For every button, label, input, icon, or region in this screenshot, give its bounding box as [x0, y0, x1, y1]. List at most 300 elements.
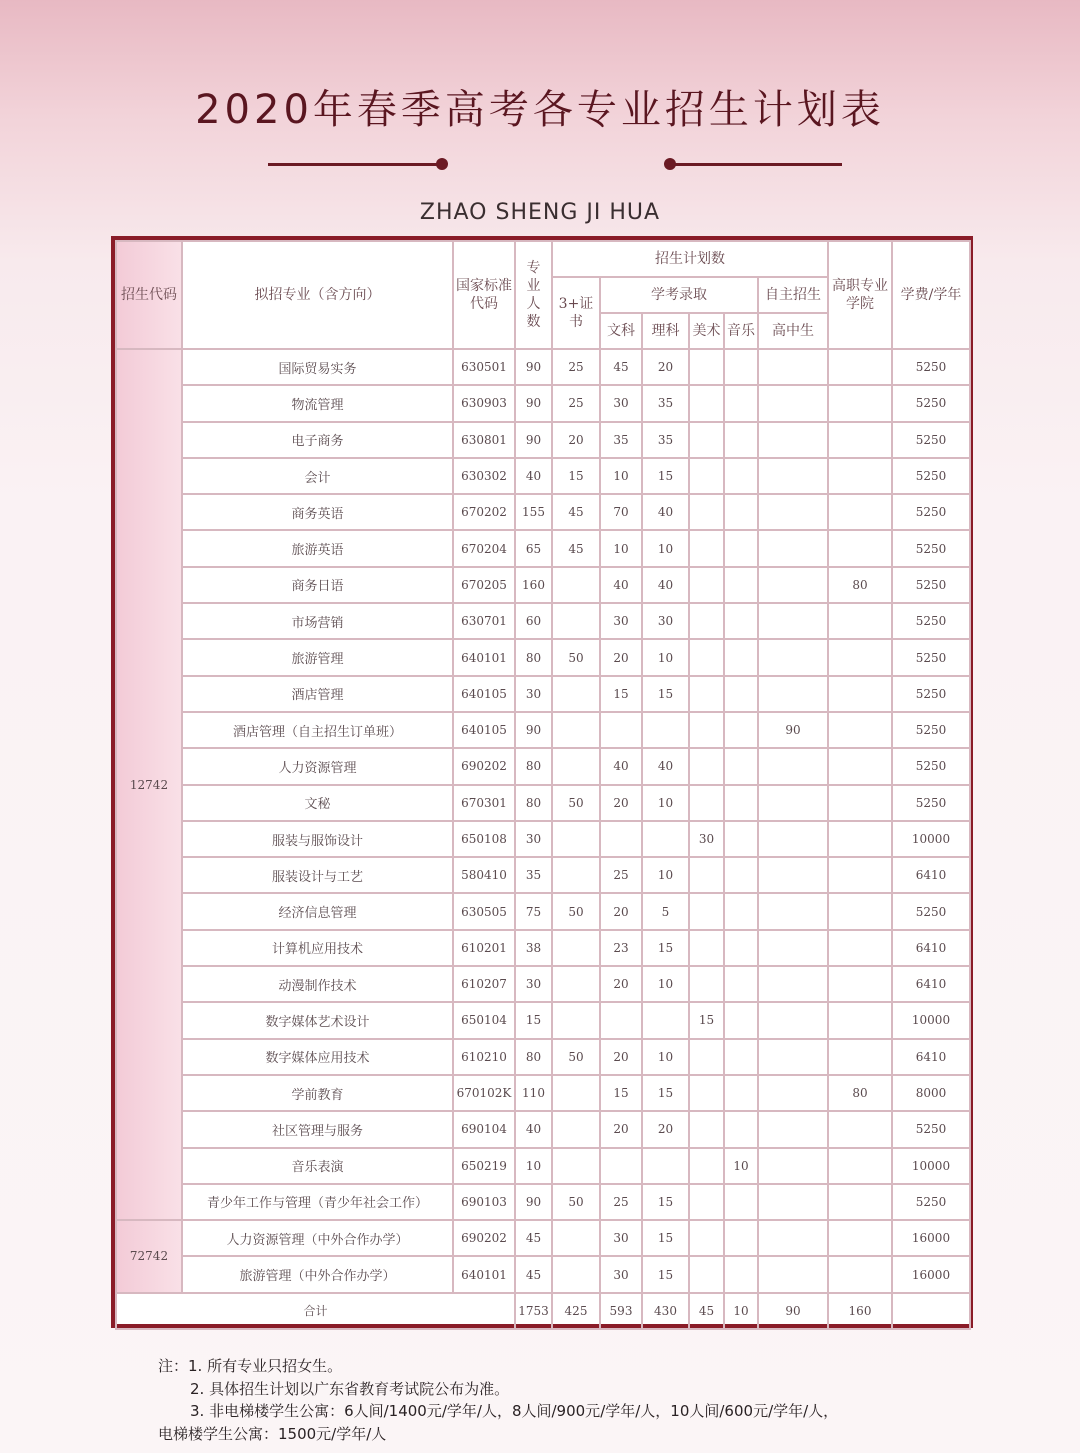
n-cell: 80: [515, 1039, 552, 1075]
li-cell: 30: [642, 603, 689, 639]
table-row: [116, 966, 970, 1002]
total-self-cell: 90: [758, 1293, 828, 1329]
major-cell: 文秘: [182, 785, 453, 821]
n-cell: 30: [515, 676, 552, 712]
li-cell: [642, 712, 689, 748]
n-cell: 30: [515, 966, 552, 1002]
fee-cell: 5250: [892, 1111, 970, 1147]
li-cell: 15: [642, 676, 689, 712]
li-cell: 15: [642, 458, 689, 494]
fee-cell: 5250: [892, 639, 970, 675]
mei-cell: [689, 857, 724, 893]
yin-cell: [724, 930, 758, 966]
self-cell: [758, 603, 828, 639]
major-cell: 旅游管理（中外合作办学）: [182, 1256, 453, 1292]
voc-cell: [828, 458, 892, 494]
li-cell: [642, 821, 689, 857]
voc-cell: [828, 639, 892, 675]
li-cell: 20: [642, 349, 689, 385]
cert-cell: [552, 1256, 600, 1292]
self-cell: [758, 458, 828, 494]
header-vocational: 高职专业学院: [828, 241, 892, 349]
self-cell: [758, 1148, 828, 1184]
std-cell: 630505: [453, 893, 515, 929]
self-cell: [758, 893, 828, 929]
table-row: [116, 603, 970, 639]
cert-cell: [552, 966, 600, 1002]
major-cell: 人力资源管理（中外合作办学）: [182, 1220, 453, 1256]
li-cell: 40: [642, 494, 689, 530]
major-cell: 酒店管理: [182, 676, 453, 712]
li-cell: 15: [642, 1220, 689, 1256]
wen-cell: 30: [600, 385, 642, 421]
total-n-cell: 1753: [515, 1293, 552, 1329]
major-cell: 酒店管理（自主招生订单班）: [182, 712, 453, 748]
self-cell: [758, 1002, 828, 1038]
table-row: [116, 458, 970, 494]
self-cell: [758, 422, 828, 458]
voc-cell: [828, 893, 892, 929]
voc-cell: [828, 1002, 892, 1038]
voc-cell: [828, 785, 892, 821]
self-cell: [758, 1039, 828, 1075]
enrollment-plan-table: [115, 240, 971, 1330]
voc-cell: [828, 1148, 892, 1184]
table-row: [116, 567, 970, 603]
mei-cell: [689, 422, 724, 458]
header-count: 专业人数: [515, 241, 552, 349]
mei-cell: [689, 712, 724, 748]
mei-cell: [689, 966, 724, 1002]
yin-cell: [724, 603, 758, 639]
table-row: [116, 785, 970, 821]
n-cell: 80: [515, 639, 552, 675]
major-cell: 电子商务: [182, 422, 453, 458]
cert-cell: [552, 1002, 600, 1038]
std-cell: 610210: [453, 1039, 515, 1075]
self-cell: [758, 821, 828, 857]
std-cell: 630701: [453, 603, 515, 639]
wen-cell: 70: [600, 494, 642, 530]
cert-cell: [552, 603, 600, 639]
total-li-cell: 430: [642, 1293, 689, 1329]
header-highschool: 高中生: [758, 313, 828, 349]
table-row: [116, 893, 970, 929]
fee-cell: 5250: [892, 567, 970, 603]
li-cell: 10: [642, 785, 689, 821]
fee-cell: 5250: [892, 893, 970, 929]
n-cell: 38: [515, 930, 552, 966]
yin-cell: [724, 1075, 758, 1111]
table-row: [116, 1002, 970, 1038]
n-cell: 75: [515, 893, 552, 929]
header-exam: 学考录取: [600, 277, 758, 313]
self-cell: [758, 530, 828, 566]
mei-cell: [689, 1075, 724, 1111]
yin-cell: [724, 1111, 758, 1147]
mei-cell: [689, 1148, 724, 1184]
cert-cell: 25: [552, 349, 600, 385]
note-line: 3. 非电梯楼学生公寓：6人间/1400元/学年/人，8人间/900元/学年/人，10人间/600元/学年/人，: [190, 1402, 839, 1420]
mei-cell: [689, 676, 724, 712]
self-cell: [758, 1111, 828, 1147]
std-cell: 640101: [453, 1256, 515, 1292]
yin-cell: [724, 785, 758, 821]
cert-cell: [552, 1220, 600, 1256]
fee-cell: 5250: [892, 494, 970, 530]
li-cell: 15: [642, 1184, 689, 1220]
std-cell: 630501: [453, 349, 515, 385]
wen-cell: 15: [600, 676, 642, 712]
voc-cell: [828, 966, 892, 1002]
std-cell: 610201: [453, 930, 515, 966]
self-cell: [758, 494, 828, 530]
header-fee: 学费/学年: [892, 241, 970, 349]
total-label: 合计: [116, 1293, 515, 1329]
major-cell: 青少年工作与管理（青少年社会工作）: [182, 1184, 453, 1220]
mei-cell: 15: [689, 1002, 724, 1038]
cert-cell: 50: [552, 1184, 600, 1220]
self-cell: [758, 676, 828, 712]
n-cell: 30: [515, 821, 552, 857]
std-cell: 690103: [453, 1184, 515, 1220]
yin-cell: [724, 966, 758, 1002]
fee-cell: 5250: [892, 458, 970, 494]
table-row: [116, 1039, 970, 1075]
mei-cell: [689, 1220, 724, 1256]
voc-cell: [828, 821, 892, 857]
yin-cell: [724, 567, 758, 603]
enrollment-code-cell: 12742: [116, 349, 182, 1220]
li-cell: 15: [642, 1256, 689, 1292]
std-cell: 690104: [453, 1111, 515, 1147]
total-yin-cell: 10: [724, 1293, 758, 1329]
std-cell: 640105: [453, 676, 515, 712]
fee-cell: 5250: [892, 422, 970, 458]
cert-cell: [552, 821, 600, 857]
n-cell: 15: [515, 1002, 552, 1038]
wen-cell: 20: [600, 639, 642, 675]
wen-cell: 45: [600, 349, 642, 385]
voc-cell: [828, 1184, 892, 1220]
mei-cell: [689, 530, 724, 566]
major-cell: 服装与服饰设计: [182, 821, 453, 857]
wen-cell: 25: [600, 1184, 642, 1220]
mei-cell: [689, 603, 724, 639]
voc-cell: [828, 1039, 892, 1075]
std-cell: 630801: [453, 422, 515, 458]
wen-cell: 30: [600, 1256, 642, 1292]
major-cell: 市场营销: [182, 603, 453, 639]
total-voc-cell: 160: [828, 1293, 892, 1329]
table-row: [116, 1148, 970, 1184]
header-plan: 招生计划数: [552, 241, 828, 277]
yin-cell: [724, 530, 758, 566]
cert-cell: [552, 712, 600, 748]
total-row: [116, 1293, 970, 1329]
n-cell: 45: [515, 1220, 552, 1256]
header-yinyue: 音乐: [724, 313, 758, 349]
header-self: 自主招生: [758, 277, 828, 313]
table-row: [116, 530, 970, 566]
wen-cell: 35: [600, 422, 642, 458]
header-wenke: 文科: [600, 313, 642, 349]
cert-cell: [552, 930, 600, 966]
major-cell: 数字媒体应用技术: [182, 1039, 453, 1075]
yin-cell: [724, 821, 758, 857]
cert-cell: 20: [552, 422, 600, 458]
voc-cell: [828, 494, 892, 530]
fee-cell: 8000: [892, 1075, 970, 1111]
yin-cell: [724, 385, 758, 421]
voc-cell: [828, 603, 892, 639]
mei-cell: [689, 639, 724, 675]
mei-cell: [689, 458, 724, 494]
mei-cell: [689, 893, 724, 929]
fee-cell: 5250: [892, 385, 970, 421]
mei-cell: [689, 494, 724, 530]
note-line: 2. 具体招生计划以广东省教育考试院公布为准。: [190, 1379, 510, 1398]
wen-cell: 15: [600, 1075, 642, 1111]
li-cell: 15: [642, 930, 689, 966]
major-cell: 商务日语: [182, 567, 453, 603]
fee-cell: 5250: [892, 603, 970, 639]
li-cell: [642, 1002, 689, 1038]
li-cell: 5: [642, 893, 689, 929]
wen-cell: 23: [600, 930, 642, 966]
total-fee-cell: [892, 1293, 970, 1329]
fee-cell: 5250: [892, 676, 970, 712]
wen-cell: 20: [600, 1039, 642, 1075]
std-cell: 610207: [453, 966, 515, 1002]
cert-cell: 15: [552, 458, 600, 494]
std-cell: 640105: [453, 712, 515, 748]
total-cert-cell: 425: [552, 1293, 600, 1329]
li-cell: 20: [642, 1111, 689, 1147]
fee-cell: 6410: [892, 1039, 970, 1075]
cert-cell: [552, 1111, 600, 1147]
wen-cell: 40: [600, 748, 642, 784]
voc-cell: [828, 349, 892, 385]
total-wen-cell: 593: [600, 1293, 642, 1329]
header-code: 招生代码: [116, 241, 182, 349]
table-row: [116, 712, 970, 748]
fee-cell: 10000: [892, 1148, 970, 1184]
header-cert: 3+证书: [552, 277, 600, 349]
table-row: [116, 639, 970, 675]
header-major: 拟招专业（含方向）: [182, 241, 453, 349]
header-like: 理科: [642, 313, 689, 349]
cert-cell: [552, 748, 600, 784]
yin-cell: [724, 1220, 758, 1256]
yin-cell: [724, 1256, 758, 1292]
yin-cell: [724, 676, 758, 712]
enrollment-table-frame: [111, 236, 973, 1328]
self-cell: [758, 567, 828, 603]
voc-cell: [828, 1111, 892, 1147]
notes: [158, 1355, 1058, 1445]
major-cell: 经济信息管理: [182, 893, 453, 929]
page-title: 2020年春季高考各专业招生计划表: [195, 87, 885, 133]
table-row: [116, 494, 970, 530]
self-cell: [758, 1256, 828, 1292]
table-row: [116, 1184, 970, 1220]
major-cell: 社区管理与服务: [182, 1111, 453, 1147]
enrollment-code-cell: 72742: [116, 1220, 182, 1293]
self-cell: [758, 385, 828, 421]
table-row: [116, 930, 970, 966]
std-cell: 670205: [453, 567, 515, 603]
voc-cell: [828, 1220, 892, 1256]
voc-cell: [828, 712, 892, 748]
yin-cell: [724, 1184, 758, 1220]
wen-cell: [600, 1002, 642, 1038]
yin-cell: [724, 893, 758, 929]
table-row: [116, 1256, 970, 1292]
n-cell: 155: [515, 494, 552, 530]
table-row: [116, 1075, 970, 1111]
voc-cell: 80: [828, 567, 892, 603]
self-cell: [758, 857, 828, 893]
note-line: 电梯楼学生公寓：1500元/学年/人: [158, 1424, 387, 1443]
n-cell: 90: [515, 422, 552, 458]
header-standard-code: 国家标准代码: [453, 241, 515, 349]
table-row: [116, 676, 970, 712]
mei-cell: 30: [689, 821, 724, 857]
major-cell: 计算机应用技术: [182, 930, 453, 966]
wen-cell: 30: [600, 603, 642, 639]
table-row: [116, 1220, 970, 1256]
std-cell: 690202: [453, 1220, 515, 1256]
mei-cell: [689, 1111, 724, 1147]
n-cell: 80: [515, 785, 552, 821]
total-mei-cell: 45: [689, 1293, 724, 1329]
wen-cell: [600, 1148, 642, 1184]
yin-cell: [724, 639, 758, 675]
voc-cell: [828, 930, 892, 966]
wen-cell: 10: [600, 458, 642, 494]
n-cell: 90: [515, 385, 552, 421]
n-cell: 90: [515, 1184, 552, 1220]
major-cell: 物流管理: [182, 385, 453, 421]
std-cell: 630903: [453, 385, 515, 421]
wen-cell: [600, 712, 642, 748]
cert-cell: 50: [552, 639, 600, 675]
self-cell: 90: [758, 712, 828, 748]
cert-cell: [552, 857, 600, 893]
n-cell: 80: [515, 748, 552, 784]
fee-cell: 5250: [892, 748, 970, 784]
decorative-dot-left: [436, 158, 448, 170]
major-cell: 旅游英语: [182, 530, 453, 566]
table-row: [116, 748, 970, 784]
mei-cell: [689, 785, 724, 821]
li-cell: 35: [642, 385, 689, 421]
yin-cell: [724, 494, 758, 530]
n-cell: 60: [515, 603, 552, 639]
fee-cell: 5250: [892, 349, 970, 385]
voc-cell: [828, 676, 892, 712]
n-cell: 35: [515, 857, 552, 893]
table-row: [116, 857, 970, 893]
li-cell: 10: [642, 1039, 689, 1075]
li-cell: 10: [642, 530, 689, 566]
mei-cell: [689, 1256, 724, 1292]
yin-cell: [724, 458, 758, 494]
self-cell: [758, 349, 828, 385]
voc-cell: [828, 857, 892, 893]
fee-cell: 5250: [892, 1184, 970, 1220]
n-cell: 90: [515, 712, 552, 748]
yin-cell: [724, 748, 758, 784]
yin-cell: [724, 1039, 758, 1075]
wen-cell: 30: [600, 1220, 642, 1256]
table-body: [116, 349, 970, 1329]
n-cell: 45: [515, 1256, 552, 1292]
yin-cell: [724, 857, 758, 893]
wen-cell: 10: [600, 530, 642, 566]
major-cell: 商务英语: [182, 494, 453, 530]
fee-cell: 5250: [892, 712, 970, 748]
mei-cell: [689, 1039, 724, 1075]
wen-cell: 20: [600, 785, 642, 821]
wen-cell: [600, 821, 642, 857]
major-cell: 国际贸易实务: [182, 349, 453, 385]
mei-cell: [689, 748, 724, 784]
voc-cell: 80: [828, 1075, 892, 1111]
major-cell: 会计: [182, 458, 453, 494]
major-cell: 人力资源管理: [182, 748, 453, 784]
header-meishu: 美术: [689, 313, 724, 349]
std-cell: 670204: [453, 530, 515, 566]
voc-cell: [828, 422, 892, 458]
self-cell: [758, 1220, 828, 1256]
major-cell: 音乐表演: [182, 1148, 453, 1184]
wen-cell: 20: [600, 1111, 642, 1147]
self-cell: [758, 748, 828, 784]
n-cell: 160: [515, 567, 552, 603]
self-cell: [758, 1184, 828, 1220]
table-row: [116, 385, 970, 421]
voc-cell: [828, 530, 892, 566]
li-cell: 10: [642, 966, 689, 1002]
std-cell: 630302: [453, 458, 515, 494]
std-cell: 640101: [453, 639, 515, 675]
li-cell: 10: [642, 639, 689, 675]
n-cell: 40: [515, 1111, 552, 1147]
yin-cell: [724, 349, 758, 385]
li-cell: 40: [642, 567, 689, 603]
self-cell: [758, 785, 828, 821]
n-cell: 65: [515, 530, 552, 566]
self-cell: [758, 1075, 828, 1111]
std-cell: 670301: [453, 785, 515, 821]
fee-cell: 6410: [892, 930, 970, 966]
cert-cell: [552, 567, 600, 603]
mei-cell: [689, 930, 724, 966]
cert-cell: 45: [552, 530, 600, 566]
std-cell: 650108: [453, 821, 515, 857]
major-cell: 服装设计与工艺: [182, 857, 453, 893]
fee-cell: 10000: [892, 821, 970, 857]
decorative-line-right: [668, 163, 842, 166]
page-subtitle: ZHAO SHENG JI HUA: [419, 200, 661, 225]
table-row: [116, 349, 970, 385]
std-cell: 580410: [453, 857, 515, 893]
decorative-line-left: [268, 163, 442, 166]
wen-cell: 25: [600, 857, 642, 893]
cert-cell: 50: [552, 1039, 600, 1075]
